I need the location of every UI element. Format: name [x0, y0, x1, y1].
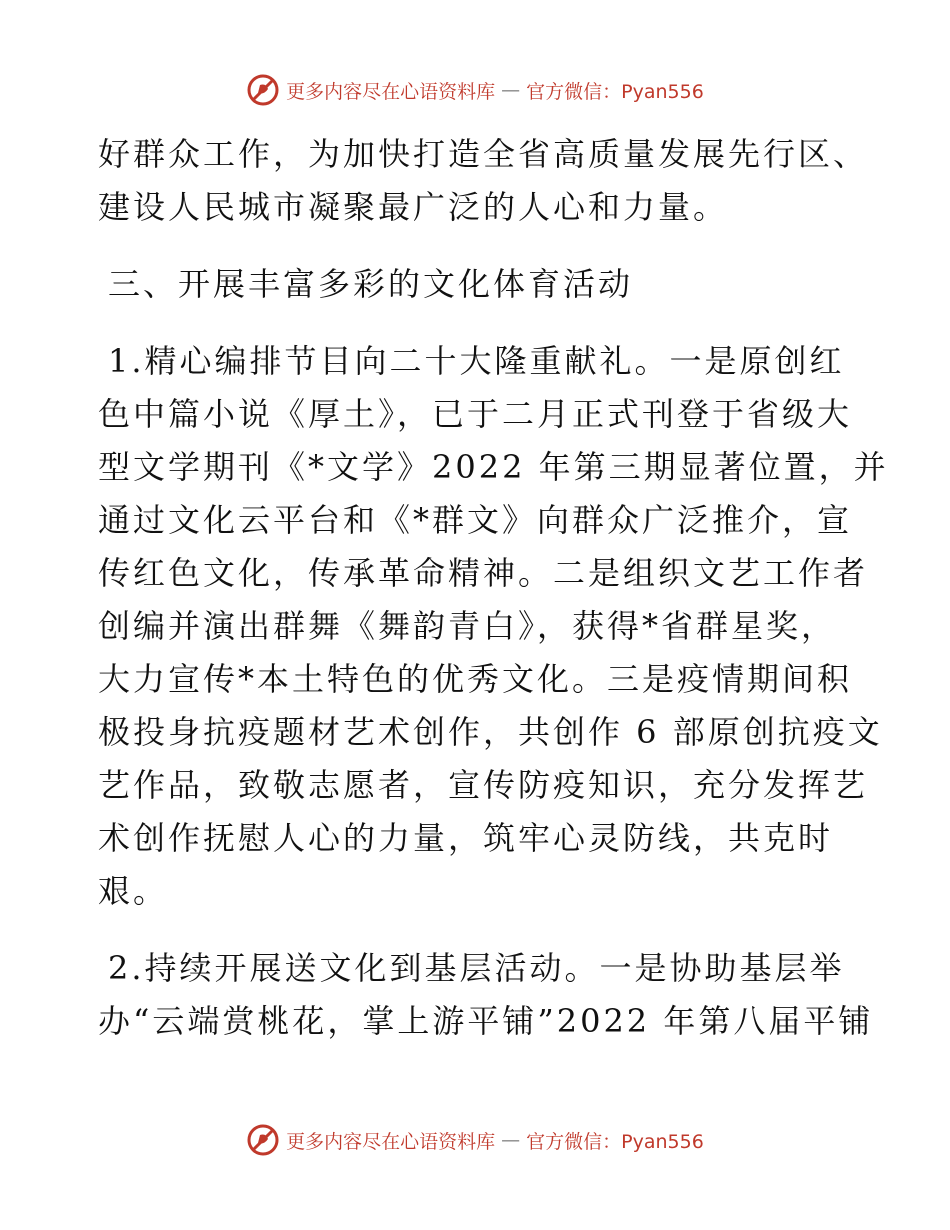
watermark-text: 更多内容尽在心语资料库	[286, 1130, 496, 1153]
text-line: 创编并演出群舞《舞韵青白》，获得*省群星奖，	[98, 607, 837, 645]
text-line: 办“云端赏桃花，掌上游平铺”2022 年第八届平铺	[98, 1002, 874, 1040]
text-line: 建设人民城市凝聚最广泛的人心和力量。	[98, 188, 729, 226]
logo-icon	[246, 73, 280, 107]
text-line: 1.精心编排节目向二十大隆重献礼。一是原创红	[108, 342, 845, 380]
section-heading: 三、开展丰富多彩的文化体育活动	[108, 265, 634, 303]
text-line: 2.持续开展送文化到基层活动。一是协助基层举	[108, 949, 845, 987]
document-body	[98, 128, 889, 1048]
text-line: 艺作品，致敬志愿者，宣传防疫知识，充分发挥艺	[98, 766, 869, 804]
watermark-dash: —	[501, 79, 521, 101]
watermark-header	[0, 72, 950, 108]
watermark-wechat: 官方微信：Pyan556	[526, 80, 704, 103]
watermark-text: 更多内容尽在心语资料库	[286, 80, 496, 103]
text-line: 术创作抚慰人心的力量，筑牢心灵防线，共克时	[98, 819, 834, 857]
text-line: 型文学期刊《*文学》2022 年第三期显著位置，并	[98, 448, 889, 486]
text-line: 色中篇小说《厚土》，已于二月正式刊登于省级大	[98, 395, 853, 433]
watermark-dash: —	[501, 1129, 521, 1151]
text-line: 传红色文化，传承革命精神。二是组织文艺工作者	[98, 554, 869, 592]
text-line: 艰。	[98, 872, 169, 910]
logo-icon	[246, 1123, 280, 1157]
watermark-footer	[0, 1122, 950, 1158]
watermark-wechat: 官方微信：Pyan556	[526, 1130, 704, 1153]
text-line: 通过文化云平台和《*群文》向群众广泛推介，宣	[98, 501, 853, 539]
text-line: 极投身抗疫题材艺术创作，共创作 6 部原创抗疫文	[98, 713, 883, 751]
text-line: 好群众工作，为加快打造全省高质量发展先行区、	[98, 135, 869, 173]
text-line: 大力宣传*本土特色的优秀文化。三是疫情期间积	[98, 660, 853, 698]
